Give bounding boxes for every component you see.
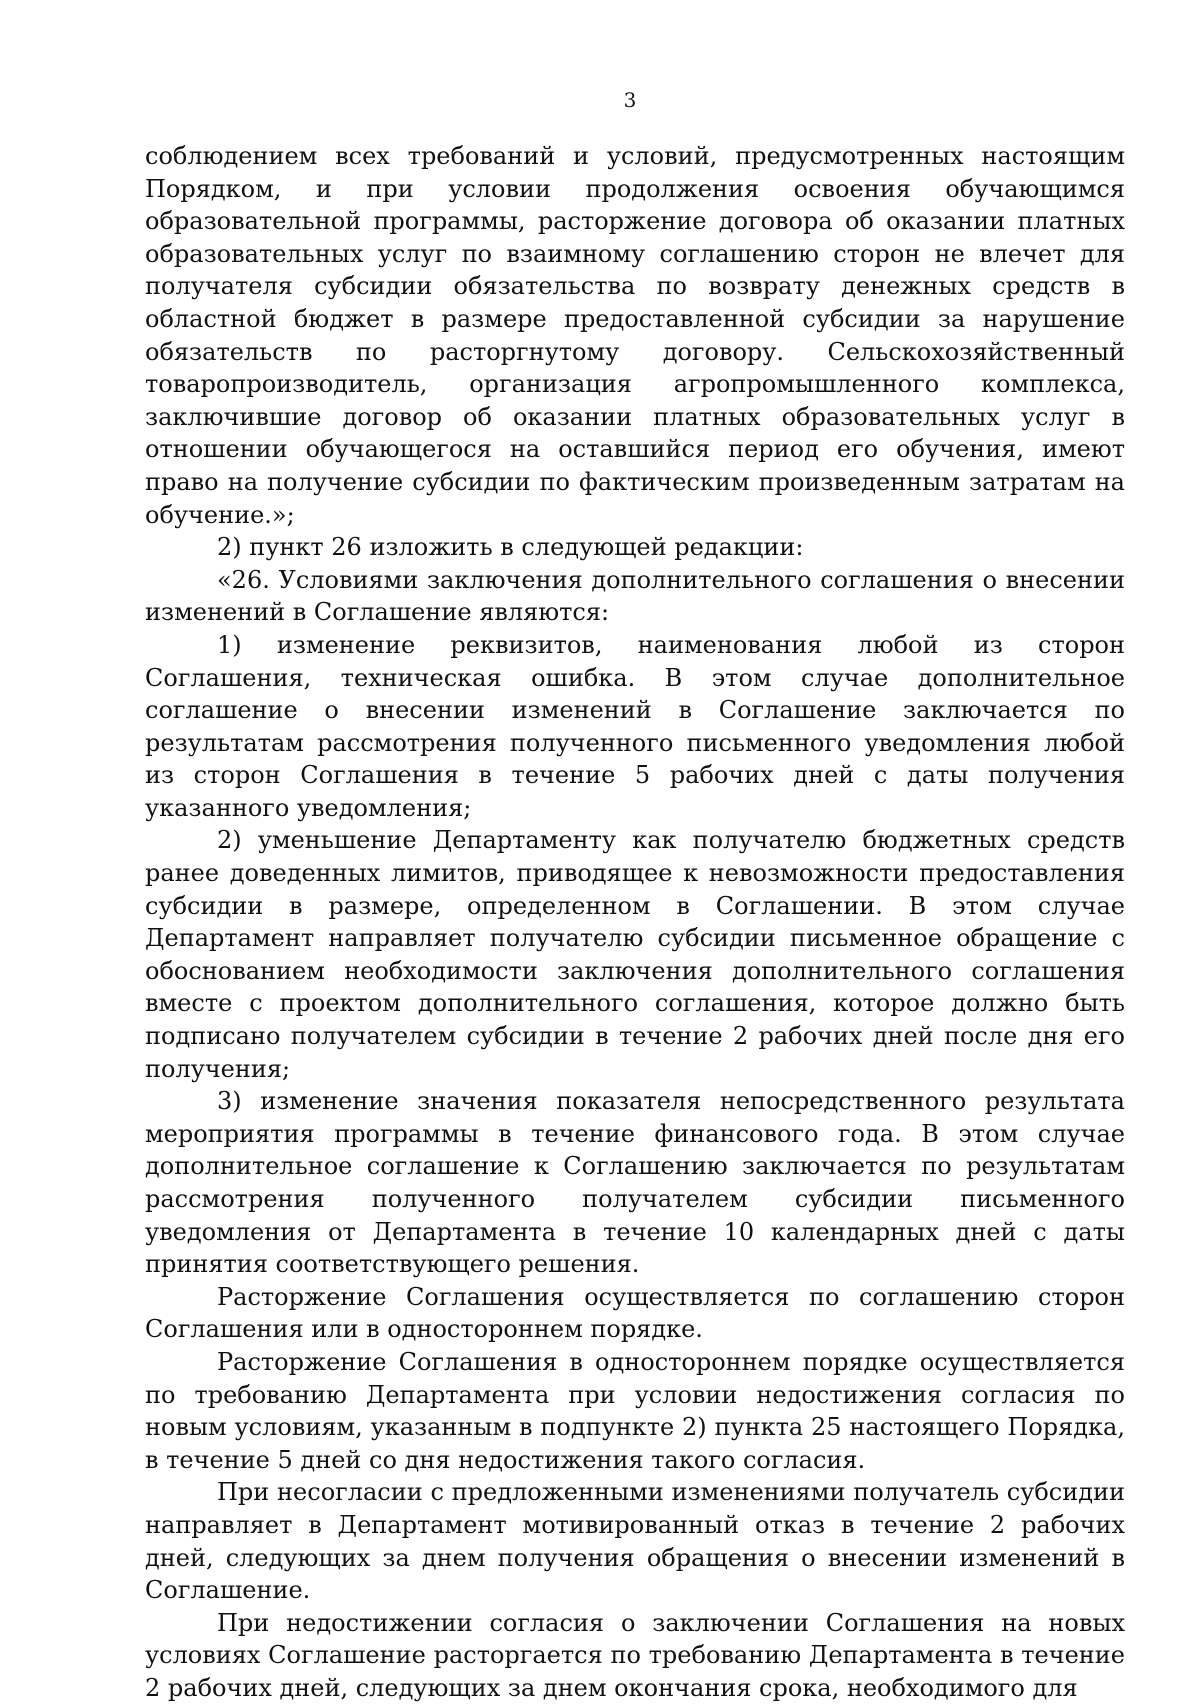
paragraph: 2) пункт 26 изложить в следующей редакции: — [217, 533, 804, 562]
paragraph: При недостижении согласия о заключении Соглашения на новых условиях Соглашение расторгается по требованию Департамента в течение 2 рабочих дней, следующих за днем окончания срока, необходимого для — [145, 1608, 1125, 1702]
paragraph: «26. Условиями заключения дополнительного соглашения о внесении изменений в Соглашение являются: — [145, 565, 1125, 627]
paragraph: Расторжение Соглашения осуществляется по соглашению сторон Соглашения или в одностороннем порядке. — [145, 1282, 1125, 1344]
paragraph: соблюдением всех требований и условий, предусмотренных настоящим Порядком, и при условии продолжения освоения обучающимся образовательной программы, расторжение договора об оказании платных образовательных услуг по взаимному соглашению сторон не влечет для получателя субсидии обязательства по возврату денежных средств в областной бюджет в размере предоставленной субсидии за нарушение обязательств по расторгнутому договору. Сельскохозяйственный товаропроизводитель, организация агропромышленного комплекса, заключившие договор об оказании платных образовательных услуг в отношении обучающегося на оставшийся период его обучения, имеют право на получение субсидии по фактическим произведенным затратам на обучение.»; — [145, 142, 1125, 529]
paragraph: 2) уменьшение Департаменту как получателю бюджетных средств ранее доведенных лимитов, приводящее к невозможности предоставления субсидии в размере, определенном в Соглашении. В этом случае Департамент направляет получателю субсидии письменное обращение с обоснованием необходимости заключения дополнительного соглашения вместе с проектом дополнительного соглашения, которое должно быть подписано получателем субсидии в течение 2 рабочих дней после дня его получения; — [145, 826, 1125, 1083]
page-number: 3 — [623, 88, 637, 112]
document-body — [145, 140, 1125, 1705]
paragraph: 3) изменение значения показателя непосредственного результата мероприятия программы в течение финансового года. В этом случае дополнительное соглашение к Соглашению заключается по результатам рассмотрения полученного получателем субсидии письменного уведомления от Департамента в течение 10 календарных дней с даты принятия соответствующего решения. — [145, 1087, 1125, 1279]
paragraph: Расторжение Соглашения в одностороннем порядке осуществляется по требованию Департамента при условии недостижения согласия по новым условиям, указанным в подпункте 2) пункта 25 настоящего Порядка, в течение 5 дней со дня недостижения такого согласия. — [145, 1347, 1125, 1474]
paragraph: 1) изменение реквизитов, наименования любой из сторон Соглашения, техническая ошибка. В этом случае дополнительное соглашение о внесении изменений в Соглашение заключается по результатам рассмотрения полученного письменного уведомления любой из сторон Соглашения в течение 5 рабочих дней с даты получения указанного уведомления; — [145, 630, 1125, 822]
paragraph: При несогласии с предложенными изменениями получатель субсидии направляет в Департамент мотивированный отказ в течение 2 рабочих дней, следующих за днем получения обращения о внесении изменений в Соглашение. — [145, 1478, 1125, 1605]
